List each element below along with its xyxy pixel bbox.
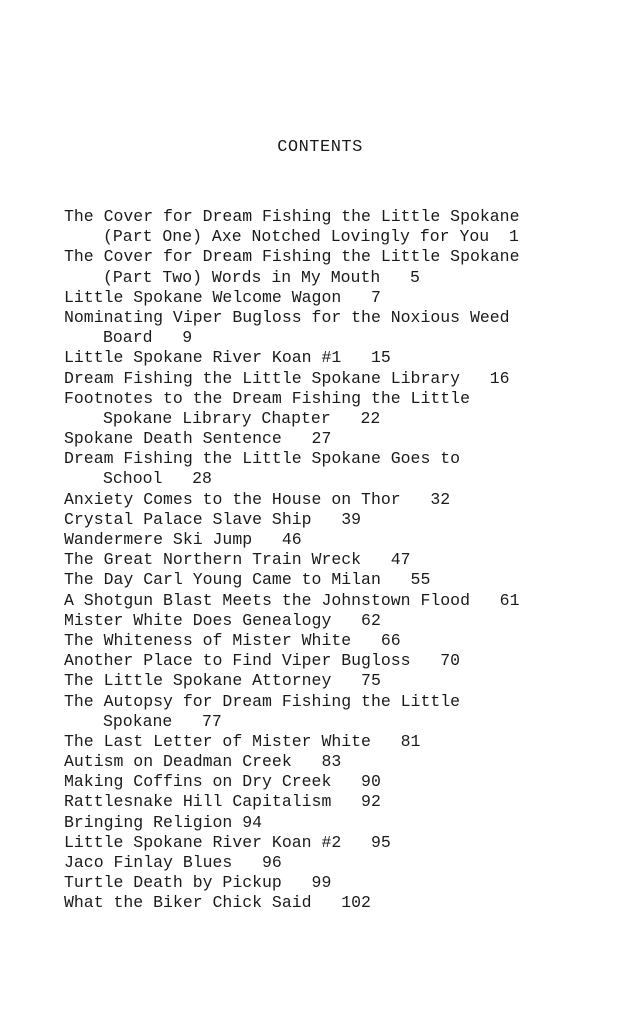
toc-entry-line: Autism on Deadman Creek 83 (64, 752, 342, 772)
toc-entry-line: The Autopsy for Dream Fishing the Little (64, 691, 461, 711)
toc-entry-line: The Cover for Dream Fishing the Little Spokane (64, 207, 520, 226)
toc-entry (64, 873, 624, 893)
toc-entry (64, 429, 624, 449)
toc-entry (64, 893, 624, 913)
toc-entry-continuation: Spokane 77 (103, 711, 222, 731)
toc-entry-line: Rattlesnake Hill Capitalism 92 (64, 792, 381, 812)
toc-entry (64, 752, 624, 772)
toc-entry (64, 853, 624, 873)
toc-entry (64, 692, 624, 732)
toc-entry (64, 833, 624, 853)
toc-entry (64, 772, 624, 792)
toc-entry-line: The Little Spokane Attorney 75 (64, 671, 381, 691)
toc-entry-continuation: School 28 (103, 469, 212, 489)
toc-entry (64, 389, 624, 429)
toc-entry (64, 207, 624, 247)
toc-entry (64, 288, 624, 308)
toc-entry (64, 348, 624, 368)
toc-entry-line: Footnotes to the Dream Fishing the Little (64, 388, 470, 408)
toc-entry (64, 732, 624, 752)
toc-entry-line: The Great Northern Train Wreck 47 (64, 550, 411, 570)
toc-entry (64, 550, 624, 570)
toc-entry (64, 591, 624, 611)
toc-entry (64, 671, 624, 691)
toc-entry-line: Little Spokane Welcome Wagon 7 (64, 287, 381, 307)
table-of-contents (64, 207, 624, 914)
toc-entry-continuation: Board 9 (103, 328, 193, 348)
toc-entry-line: Little Spokane River Koan #1 15 (64, 348, 391, 368)
toc-entry-line: Turtle Death by Pickup 99 (64, 873, 332, 893)
toc-entry-line: Making Coffins on Dry Creek 90 (64, 772, 381, 792)
toc-entry (64, 530, 624, 550)
toc-entry (64, 631, 624, 651)
toc-entry (64, 611, 624, 631)
toc-entry-line: Dream Fishing the Little Spokane Goes to (64, 449, 461, 469)
toc-entry-line: Crystal Palace Slave Ship 39 (64, 509, 362, 529)
toc-entry-line: The Day Carl Young Came to Milan 55 (64, 570, 431, 590)
page-title: CONTENTS (277, 138, 363, 157)
toc-entry-line: Another Place to Find Viper Bugloss 70 (64, 651, 461, 671)
toc-entry-line: The Whiteness of Mister White 66 (64, 630, 401, 650)
toc-entry (64, 813, 624, 833)
toc-entry-line: Anxiety Comes to the House on Thor 32 (64, 489, 451, 509)
toc-entry-line: What the Biker Chick Said 102 (64, 893, 371, 913)
toc-entry-continuation: (Part One) Axe Notched Lovingly for You 1 (103, 227, 519, 247)
toc-entry (64, 369, 624, 389)
toc-entry (64, 570, 624, 590)
toc-entry-line: Little Spokane River Koan #2 95 (64, 832, 391, 852)
toc-entry-continuation: Spokane Library Chapter 22 (103, 408, 381, 428)
toc-entry-line: Wandermere Ski Jump 46 (64, 530, 302, 549)
toc-entry-line: Nominating Viper Bugloss for the Noxious Weed (64, 307, 510, 327)
toc-entry (64, 247, 624, 287)
toc-entry (64, 449, 624, 489)
toc-entry-line: The Last Letter of Mister White 81 (64, 731, 421, 751)
toc-entry-line: Mister White Does Genealogy 62 (64, 610, 381, 630)
toc-entry (64, 651, 624, 671)
toc-entry-continuation: (Part Two) Words in My Mouth 5 (103, 267, 420, 287)
toc-entry (64, 308, 624, 348)
toc-entry (64, 792, 624, 812)
toc-entry (64, 490, 624, 510)
toc-entry-line: Bringing Religion 94 (64, 812, 263, 832)
toc-entry-line: Dream Fishing the Little Spokane Library 16 (64, 368, 510, 388)
toc-entry-line: Spokane Death Sentence 27 (64, 429, 332, 449)
toc-entry-line: A Shotgun Blast Meets the Johnstown Flood 61 (64, 590, 520, 610)
toc-entry-line: Jaco Finlay Blues 96 (64, 853, 282, 872)
toc-entry-line: The Cover for Dream Fishing the Little Spokane (64, 247, 520, 267)
toc-entry (64, 510, 624, 530)
